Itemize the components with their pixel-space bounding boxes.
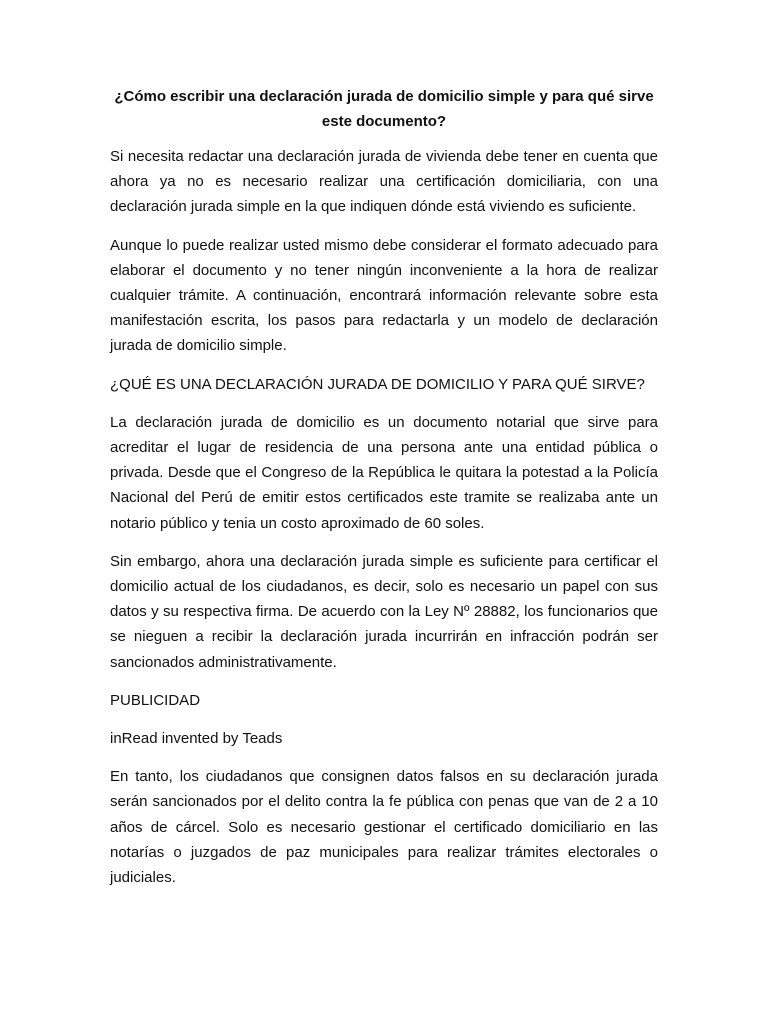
paragraph-simple-declaration: Sin embargo, ahora una declaración jurada simple es suficiente para certificar el domicilio actual de los ciudadanos, es decir, solo es necesario un papel con sus datos y su respectiva firma. De acuerdo con la Ley Nº 28882, los funcionarios que se nieguen a recibir la declaración jurada incurrirán en infracción podrán ser sancionados administrativamente. (110, 552, 658, 671)
inread-label: inRead invented by Teads (110, 730, 283, 748)
paragraph-penalties: En tanto, los ciudadanos que consignen datos falsos en su declaración jurada serán sancionados por el delito contra la fe pública con penas que van de 2 a 10 años de cárcel. Solo es necesario gestionar el certificado domiciliario en las notarías o juzgados de paz municipales para realizar trámites electorales o judiciales. (110, 768, 658, 887)
paragraph-intro: Si necesita redactar una declaración jurada de vivienda debe tener en cuenta que ahora ya no es necesario realizar una certificación domiciliaria, con una declaración jurada simple en la que indiquen dónde está viviendo es suficiente. (110, 148, 658, 216)
paragraph-definition: La declaración jurada de domicilio es un documento notarial que sirve para acreditar el lugar de residencia de una persona ante una entidad pública o privada. Desde que el Congreso de la República le quitara la potestad a la Policía Nacional del Perú de emitir estos certificados este tramite se realizaba ante un notario público y tenia un costo aproximado de 60 soles. (110, 413, 658, 532)
section-heading: ¿QUÉ ES UNA DECLARACIÓN JURADA DE DOMICILIO Y PARA QUÉ SIRVE? (110, 375, 645, 393)
advertising-label: PUBLICIDAD (110, 691, 201, 709)
document-page (110, 84, 658, 903)
paragraph-format: Aunque lo puede realizar usted mismo debe considerar el formato adecuado para elaborar el documento y no tener ningún inconveniente a la hora de realizar cualquier trámite. A continuación, encontrará información relevante sobre esta manifestación escrita, los pasos para redactarla y un modelo de declaración jurada de domicilio simple. (110, 236, 658, 355)
document-title: ¿Cómo escribir una declaración jurada de domicilio simple y para qué sirve este documento? (114, 88, 654, 130)
